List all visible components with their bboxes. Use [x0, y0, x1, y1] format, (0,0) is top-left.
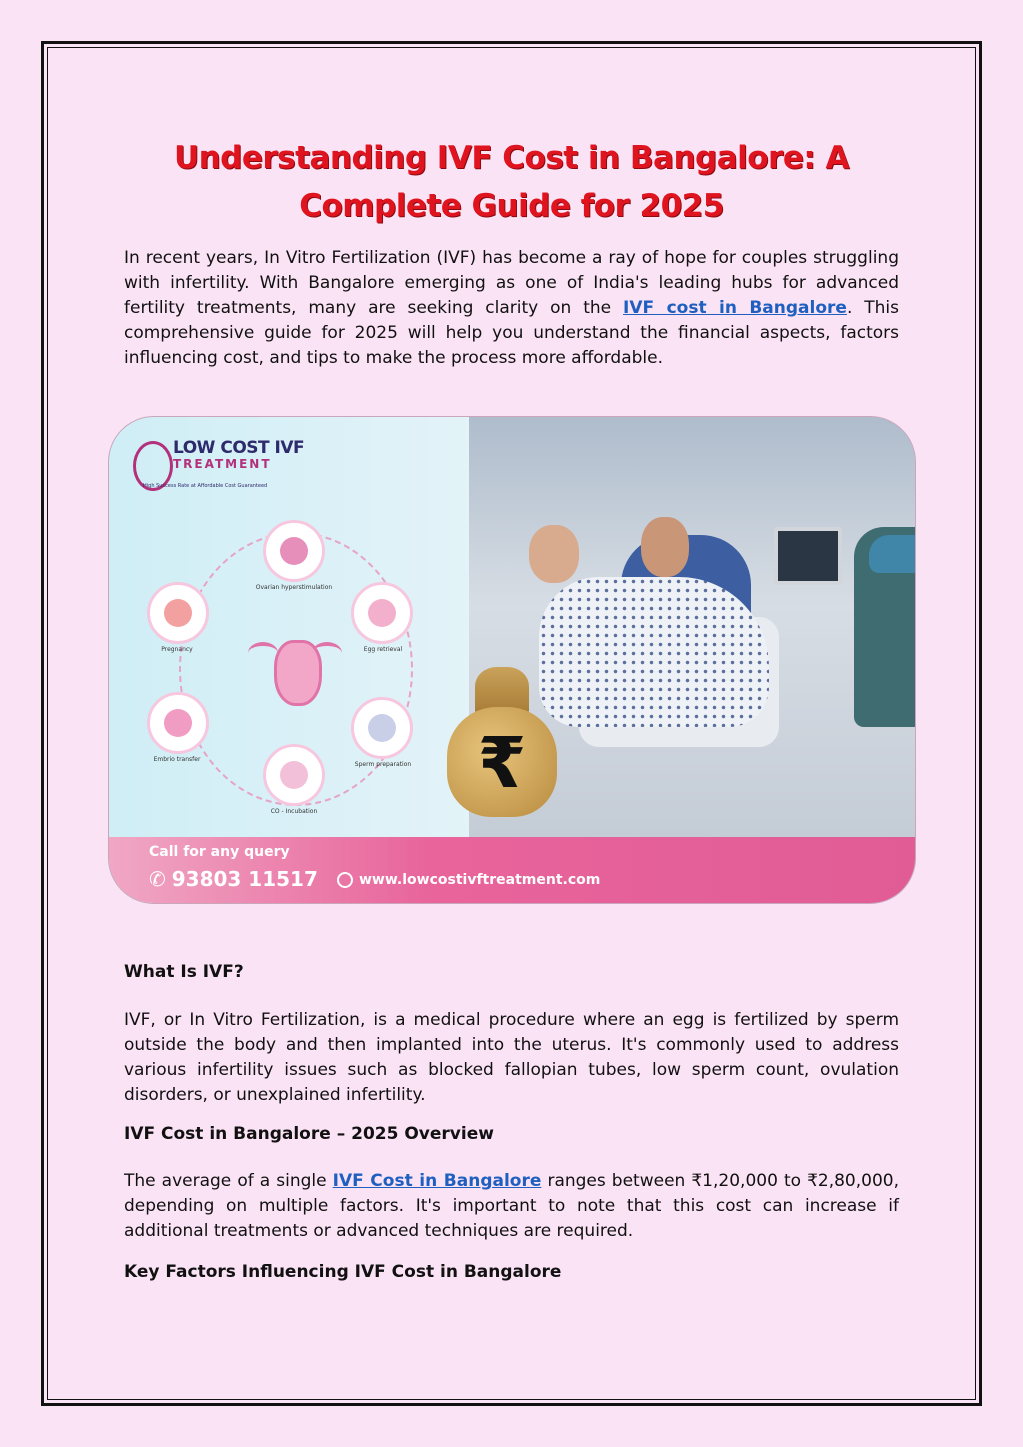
step-label: CO - Incubation [270, 808, 318, 815]
step-label: Embrio transfer [153, 756, 201, 763]
step-ovarian-icon [263, 520, 325, 582]
step-label: Egg retrieval [363, 646, 403, 653]
website-link[interactable] [337, 872, 600, 888]
section-heading-key-factors: Key Factors Influencing IVF Cost in Bangalore [124, 1262, 562, 1282]
phone-text: 93803 11517 [171, 867, 318, 891]
what-is-ivf-paragraph: IVF, or In Vitro Fertilization, is a medical procedure where an egg is fertilized by sperm outside the body and then implanted into the uterus. It's commonly used to address various infertility issues such as blocked fallopian tubes, low sperm count, ovulation disorders, or unexplained infertility. [124, 1010, 899, 1105]
ivf-cycle-diagram [139, 512, 439, 827]
rupee-symbol: ₹ [477, 722, 527, 804]
step-egg-retrieval-icon [351, 582, 413, 644]
overview-text-end: ranges between ₹1,20,000 to ₹2,80,000, depending on multiple factors. It's important to note that this cost can increase if additional treatments or advanced techniques are required. [124, 1171, 899, 1241]
page-title: Understanding IVF Cost in Bangalore: A Complete Guide for 2025 [173, 140, 850, 224]
step-incubation-icon [263, 744, 325, 806]
partner-head [641, 517, 689, 577]
step-pregnancy-icon [147, 582, 209, 644]
step-label: Ovarian hyperstimulation [255, 584, 333, 591]
intro-text-end: . This comprehensive guide for 2025 will help you understand the financial aspects, factors influencing cost, and tips to make the process more affordable. [124, 298, 900, 368]
globe-icon [337, 872, 353, 888]
patient-head [529, 525, 579, 583]
intro-paragraph [124, 246, 899, 371]
logo-subtitle: TREATMENT [173, 457, 272, 471]
logo-tagline: High Success Rate at Affordable Cost Guaranteed [143, 483, 268, 489]
ivf-cost-bangalore-link[interactable]: IVF Cost in Bangalore [332, 1171, 542, 1191]
website-text: www.lowcostivftreatment.com [359, 872, 601, 888]
money-bag-icon [447, 667, 557, 817]
ivf-cost-link[interactable]: IVF cost in Bangalore [623, 298, 847, 318]
uterus-icon [252, 630, 338, 720]
phone-icon: ✆ [149, 867, 166, 891]
step-label: Sperm preparation [354, 761, 412, 768]
promo-banner [108, 416, 916, 904]
phone-number[interactable] [149, 867, 318, 891]
overview-paragraph [124, 1169, 899, 1244]
patient-figure [539, 577, 769, 727]
intro-text-start: In recent years, In Vitro Fertilization (IVF) has become a ray of hope for couples struggling with infertility. With Bangalore emerging as one of India's leading hubs for advanced fertility treatments, many are seeking clarity on the [124, 248, 899, 318]
step-embryo-transfer-icon [147, 692, 209, 754]
call-label: Call for any query [149, 844, 290, 860]
section-heading-what-is-ivf: What Is IVF? [124, 962, 244, 982]
monitor-icon [774, 527, 842, 585]
step-label: Pregnancy [161, 646, 193, 653]
overview-text-start: The average of a single [124, 1171, 333, 1191]
clinic-logo [133, 437, 305, 497]
doctor-cap [869, 535, 915, 573]
step-sperm-icon [351, 697, 413, 759]
section-heading-overview: IVF Cost in Bangalore – 2025 Overview [124, 1124, 494, 1144]
logo-name: LOW COST IVF [173, 438, 305, 458]
